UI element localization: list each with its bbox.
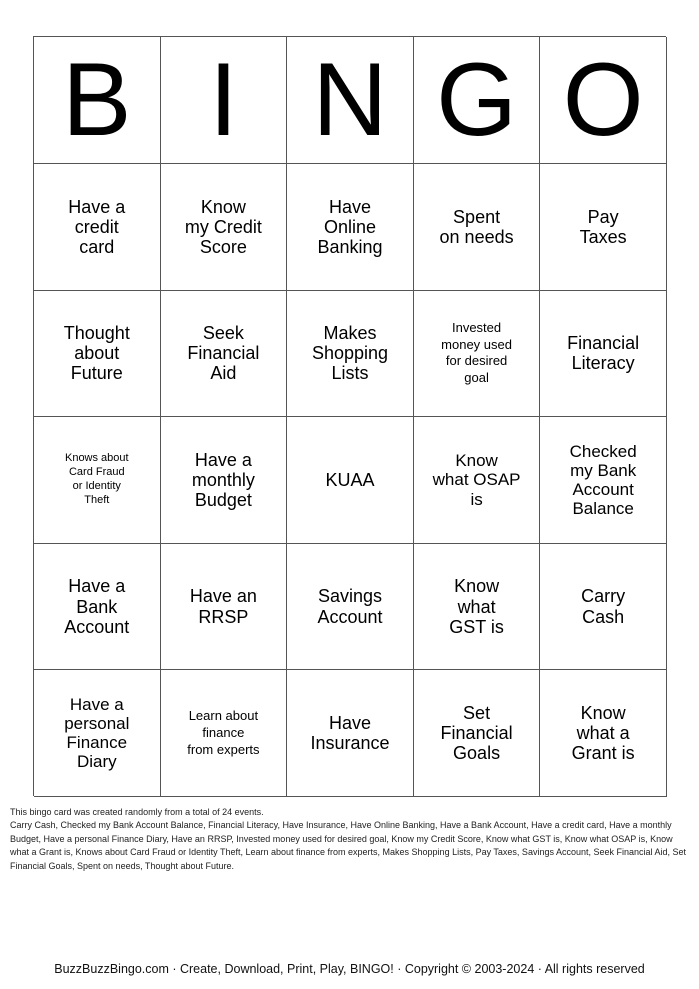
- bingo-row: [34, 670, 666, 797]
- bingo-cell: [287, 670, 414, 797]
- site-footer: BuzzBuzzBingo.com · Create, Download, Print, Play, BINGO! · Copyright © 2003-2024 · All rights reserved: [54, 962, 645, 976]
- bingo-cell: [414, 670, 541, 797]
- bingo-cell: [540, 544, 667, 671]
- event-list-note: [10, 806, 690, 873]
- bingo-card: [33, 36, 666, 796]
- cell-text: Know what a Grant is: [571, 702, 635, 764]
- cell-text: Makes Shopping Lists: [311, 323, 389, 384]
- bingo-row: [34, 544, 666, 671]
- cell-text: Seek Financial Aid: [187, 323, 260, 384]
- bingo-cell: [540, 164, 667, 291]
- bingo-cell: [287, 417, 414, 544]
- bingo-row: [34, 417, 666, 544]
- header-row: [34, 37, 666, 164]
- bingo-row: [34, 291, 666, 418]
- bingo-cell: [414, 417, 541, 544]
- bingo-cell: [287, 544, 414, 671]
- cell-text: Financial Literacy: [567, 333, 640, 374]
- cell-text: Have a Bank Account: [64, 576, 130, 637]
- cell-text: Have a personal Finance Diary: [64, 695, 130, 772]
- cell-text: Thought about Future: [63, 323, 130, 384]
- bingo-cell: [34, 670, 161, 797]
- bingo-cell: [161, 164, 288, 291]
- bingo-cell: [540, 291, 667, 418]
- bingo-cell: [414, 291, 541, 418]
- cell-text: Spent on needs: [439, 206, 514, 247]
- bingo-cell: [540, 417, 667, 544]
- cell-text: Pay Taxes: [579, 206, 627, 247]
- cell-text: KUAA: [325, 469, 375, 490]
- event-list: Carry Cash, Checked my Bank Account Balance, Financial Literacy, Have Insurance, Have Online Banking, Have a Bank Account, Have a credit card, Have a monthly Budget, Have a personal Finance Diary, Have an RRSP, Invested money used for desired goal, Know my Credit Score, Know what GST is, Know what OSAP is, Know what a Grant is, Knows about Card Fraud or Identity Theft, Learn about finance from experts, Makes Shopping Lists, Pay Taxes, Savings Account, Seek Financial Aid, Set Financial Goals, Spent on needs, Thought about Future.: [10, 820, 687, 871]
- cell-text: Know what GST is: [449, 576, 504, 637]
- bingo-cell: [414, 544, 541, 671]
- random-note: This bingo card was created randomly from a total of 24 events.: [10, 807, 264, 817]
- bingo-cell: [161, 544, 288, 671]
- cell-text: Have an RRSP: [189, 586, 257, 627]
- cell-text: Have a credit card: [68, 196, 126, 257]
- cell-text: Have Online Banking: [317, 196, 383, 257]
- header-letter-n: N: [287, 37, 414, 164]
- cell-text: Checked my Bank Account Balance: [569, 441, 637, 519]
- bingo-cell: [34, 544, 161, 671]
- header-letter-g: G: [414, 37, 541, 164]
- bingo-cell: [540, 670, 667, 797]
- bingo-cell: [287, 291, 414, 418]
- cell-text: Carry Cash: [581, 586, 626, 627]
- cell-text: Have a monthly Budget: [191, 449, 255, 511]
- cell-text: Have Insurance: [310, 713, 390, 754]
- header-letter-i: I: [161, 37, 288, 164]
- cell-text: Learn about finance from experts: [187, 707, 260, 757]
- bingo-cell: [287, 164, 414, 291]
- header-letter-b: B: [34, 37, 161, 164]
- cell-text: Savings Account: [317, 586, 383, 627]
- bingo-cell: [161, 291, 288, 418]
- cell-text: Set Financial Goals: [440, 702, 513, 764]
- bingo-cell: [414, 164, 541, 291]
- bingo-row: [34, 164, 666, 291]
- cell-text: Know what OSAP is: [432, 451, 521, 509]
- cell-text: Know my Credit Score: [184, 196, 262, 257]
- bingo-cell: [34, 417, 161, 544]
- bingo-cell: [161, 417, 288, 544]
- bingo-cell: [34, 291, 161, 418]
- header-letter-o: O: [540, 37, 667, 164]
- bingo-cell: [34, 164, 161, 291]
- bingo-cell: [161, 670, 288, 797]
- cell-text: Invested money used for desired goal: [441, 319, 512, 386]
- cell-text: Knows about Card Fraud or Identity Theft: [64, 452, 129, 506]
